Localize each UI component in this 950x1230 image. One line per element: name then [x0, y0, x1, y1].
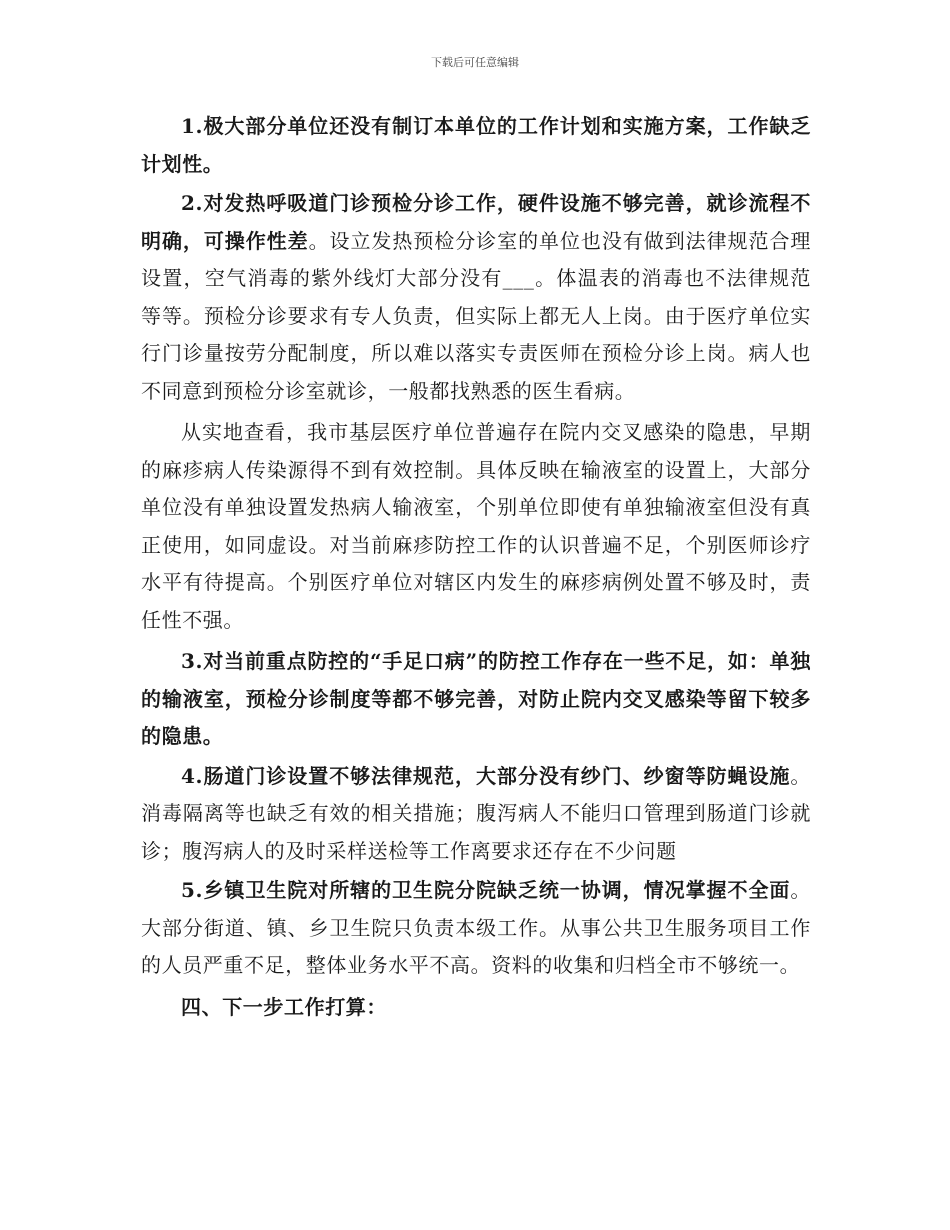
paragraph-2-bold: 2.对发热呼吸道门诊预检分诊工作，硬件设施不够完善，就诊流程不明确，可操作性差 [141, 191, 811, 253]
paragraph-5 [141, 758, 811, 871]
paragraph-5-text: 。消毒隔离等也缺乏有效的相关措施；腹泻病人不能归口管理到肠道门诊就诊；腹泻病人的及时采样送检等工作离要求还存在不少问题 [141, 763, 811, 863]
section-heading-next-steps [141, 989, 811, 1027]
page-header-note: 下载后可任意编辑 [431, 56, 519, 69]
paragraph-1 [141, 108, 811, 183]
paragraph-3-text: 从实地查看，我市基层医疗单位普遍存在院内交叉感染的隐患，早期的麻疹病人传染源得不到有效控制。具体反映在输液室的设置上，大部分单位没有单独设置发热病人输液室，个别单位即使有单独输液室但没有真正使用，如同虚设。对当前麻疹防控工作的认识普遍不足，个别医师诊疗水平有待提高。个别医疗单位对辖区内发生的麻疹病例处置不够及时，责任性不强。 [141, 420, 811, 632]
paragraph-4-bold: 3.对当前重点防控的“手足口病”的防控工作存在一些不足，如：单独的输液室，预检分诊制度等都不够完善，对防止院内交叉感染等留下较多的隐患。 [141, 649, 811, 748]
paragraph-5-bold: 4.肠道门诊设置不够法律规范，大部分没有纱门、纱窗等防蝇设施 [181, 763, 791, 788]
paragraph-3 [141, 414, 811, 639]
paragraph-6-bold: 5.乡镇卫生院对所辖的卫生院分院缺乏统一协调，情况掌握不全面 [181, 878, 791, 902]
paragraph-6-text: 。大部分街道、镇、乡卫生院只负责本级工作。从事公共卫生服务项目工作的人员严重不足，整体业务水平不高。资料的收集和归档全市不够统一。 [141, 878, 811, 977]
document-body [141, 108, 811, 1026]
paragraph-2-text: 。设立发热预检分诊室的单位也没有做到法律规范合理设置，空气消毒的紫外线灯大部分没有___。体温表的消毒也不法律规范等等。预检分诊要求有专人负责，但实际上都无人上岗。由于医疗单位实行门诊量按劳分配制度，所以难以落实专责医师在预检分诊上岗。病人也不同意到预检分诊室就诊，一般都找熟悉的医生看病。 [141, 228, 811, 403]
paragraph-1-bold: 1.极大部分单位还没有制订本单位的工作计划和实施方案，工作缺乏计划性。 [141, 114, 811, 176]
paragraph-6 [141, 872, 811, 985]
paragraph-2 [141, 185, 811, 410]
paragraph-4 [141, 643, 811, 756]
section-heading-text: 四、下一步工作打算： [181, 994, 387, 1019]
